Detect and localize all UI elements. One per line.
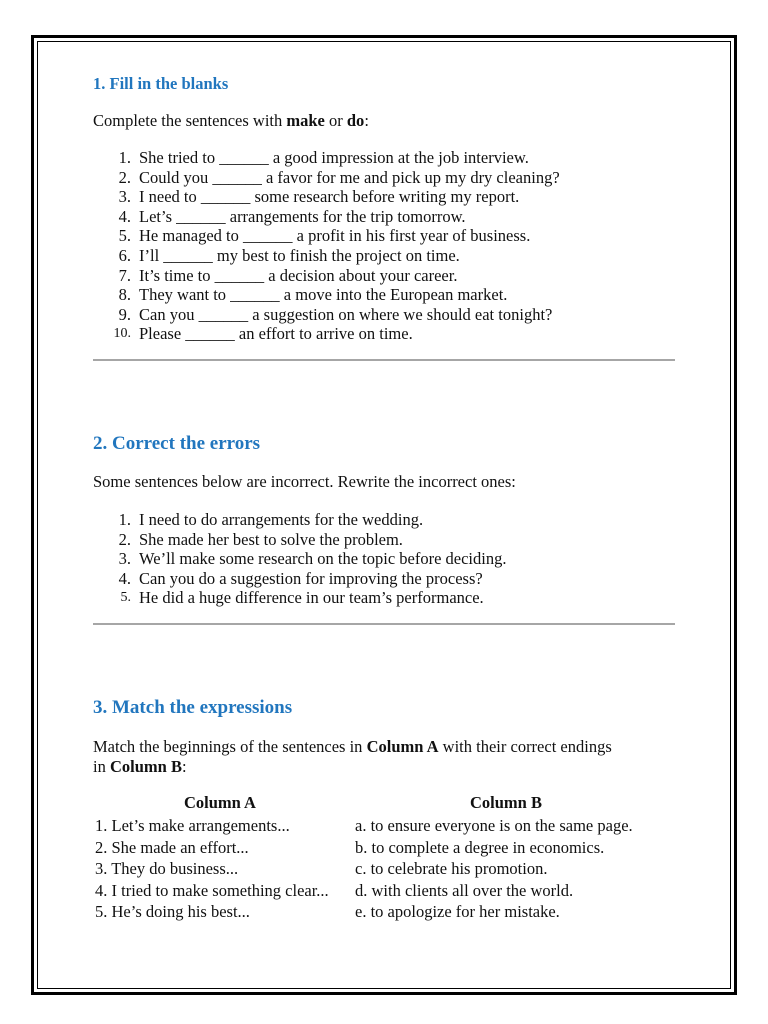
- instruction-text: :: [181, 757, 187, 776]
- column-b-list: [355, 815, 633, 923]
- item-number: 9.: [118, 304, 131, 324]
- keyword-column-b: Column B: [109, 757, 182, 776]
- item-text: It’s time to ______ a decision about your career.: [139, 265, 458, 285]
- section2-title: 2. Correct the errors: [93, 433, 261, 454]
- section3-instruction: [93, 737, 612, 777]
- item-number: 3.: [118, 187, 131, 207]
- section3-title: 3. Match the expressions: [93, 697, 293, 718]
- column-b-item: a. to ensure everyone is on the same page.: [355, 816, 633, 835]
- item-number: 2.: [118, 529, 131, 549]
- item-text: We’ll make some research on the topic before deciding.: [139, 549, 507, 569]
- item-number: 5.: [118, 226, 131, 246]
- section2-instruction: Some sentences below are incorrect. Rewrite the incorrect ones:: [93, 472, 516, 491]
- instruction-text: Match the beginnings of the sentences in: [93, 737, 367, 756]
- section-divider: [93, 359, 675, 361]
- item-number: 3.: [118, 549, 131, 569]
- item-text: He did a huge difference in our team’s performance.: [139, 588, 484, 608]
- item-text: They want to ______ a move into the European market.: [139, 285, 508, 305]
- section-divider: [93, 623, 675, 625]
- column-b-header: Column B: [470, 793, 542, 812]
- column-a-header: Column A: [184, 793, 256, 812]
- column-b-item: e. to apologize for her mistake.: [355, 902, 560, 921]
- item-text: Please ______ an effort to arrive on time.: [139, 324, 413, 344]
- instruction-text: or: [324, 111, 347, 130]
- instruction-text: :: [364, 111, 369, 130]
- column-a-item: 5. He’s doing his best...: [95, 902, 250, 921]
- item-number: 8.: [118, 285, 131, 305]
- column-a-item: 4. I tried to make something clear...: [95, 880, 329, 900]
- item-text: She made her best to solve the problem.: [139, 529, 403, 549]
- item-number: 4.: [118, 206, 131, 226]
- item-text: Could you ______ a favor for me and pick up my dry cleaning?: [139, 167, 560, 187]
- item-text: I’ll ______ my best to finish the project on time.: [139, 245, 460, 265]
- item-number: 4.: [118, 568, 131, 588]
- column-a-item: 3. They do business...: [95, 859, 239, 878]
- column-a-item: 2. She made an effort...: [95, 837, 249, 857]
- column-b-item: d. with clients all over the world.: [355, 880, 574, 900]
- column-b-item: c. to celebrate his promotion.: [355, 859, 548, 878]
- item-number: 5.: [120, 590, 131, 606]
- section1-instruction: [93, 111, 369, 131]
- instruction-text: in: [93, 757, 110, 776]
- section1-title: 1. Fill in the blanks: [93, 74, 229, 93]
- item-number: 1.: [118, 148, 131, 167]
- item-text: Can you do a suggestion for improving the process?: [139, 568, 483, 588]
- instruction-text: with their correct endings: [438, 737, 612, 756]
- keyword-column-a: Column A: [366, 737, 439, 756]
- item-text: Can you ______ a suggestion on where we should eat tonight?: [139, 304, 553, 324]
- item-text: She tried to ______ a good impression at the job interview.: [139, 148, 529, 167]
- item-number: 2.: [118, 167, 131, 187]
- instruction-text: Complete the sentences with: [93, 111, 287, 130]
- item-text: He managed to ______ a profit in his first year of business.: [139, 226, 531, 246]
- column-b-item: b. to complete a degree in economics.: [355, 837, 605, 857]
- column-a-item: 1. Let’s make arrangements...: [95, 816, 290, 835]
- item-number: 1.: [118, 510, 131, 529]
- item-text: I need to do arrangements for the wedding.: [139, 510, 424, 529]
- item-text: I need to ______ some research before writing my report.: [139, 187, 520, 207]
- keyword-make: make: [286, 111, 325, 130]
- item-number: 10.: [113, 326, 131, 342]
- item-text: Let’s ______ arrangements for the trip tomorrow.: [139, 206, 466, 226]
- item-number: 6.: [118, 245, 131, 265]
- keyword-do: do: [346, 111, 365, 130]
- column-a-list: [95, 815, 329, 923]
- item-number: 7.: [118, 265, 131, 285]
